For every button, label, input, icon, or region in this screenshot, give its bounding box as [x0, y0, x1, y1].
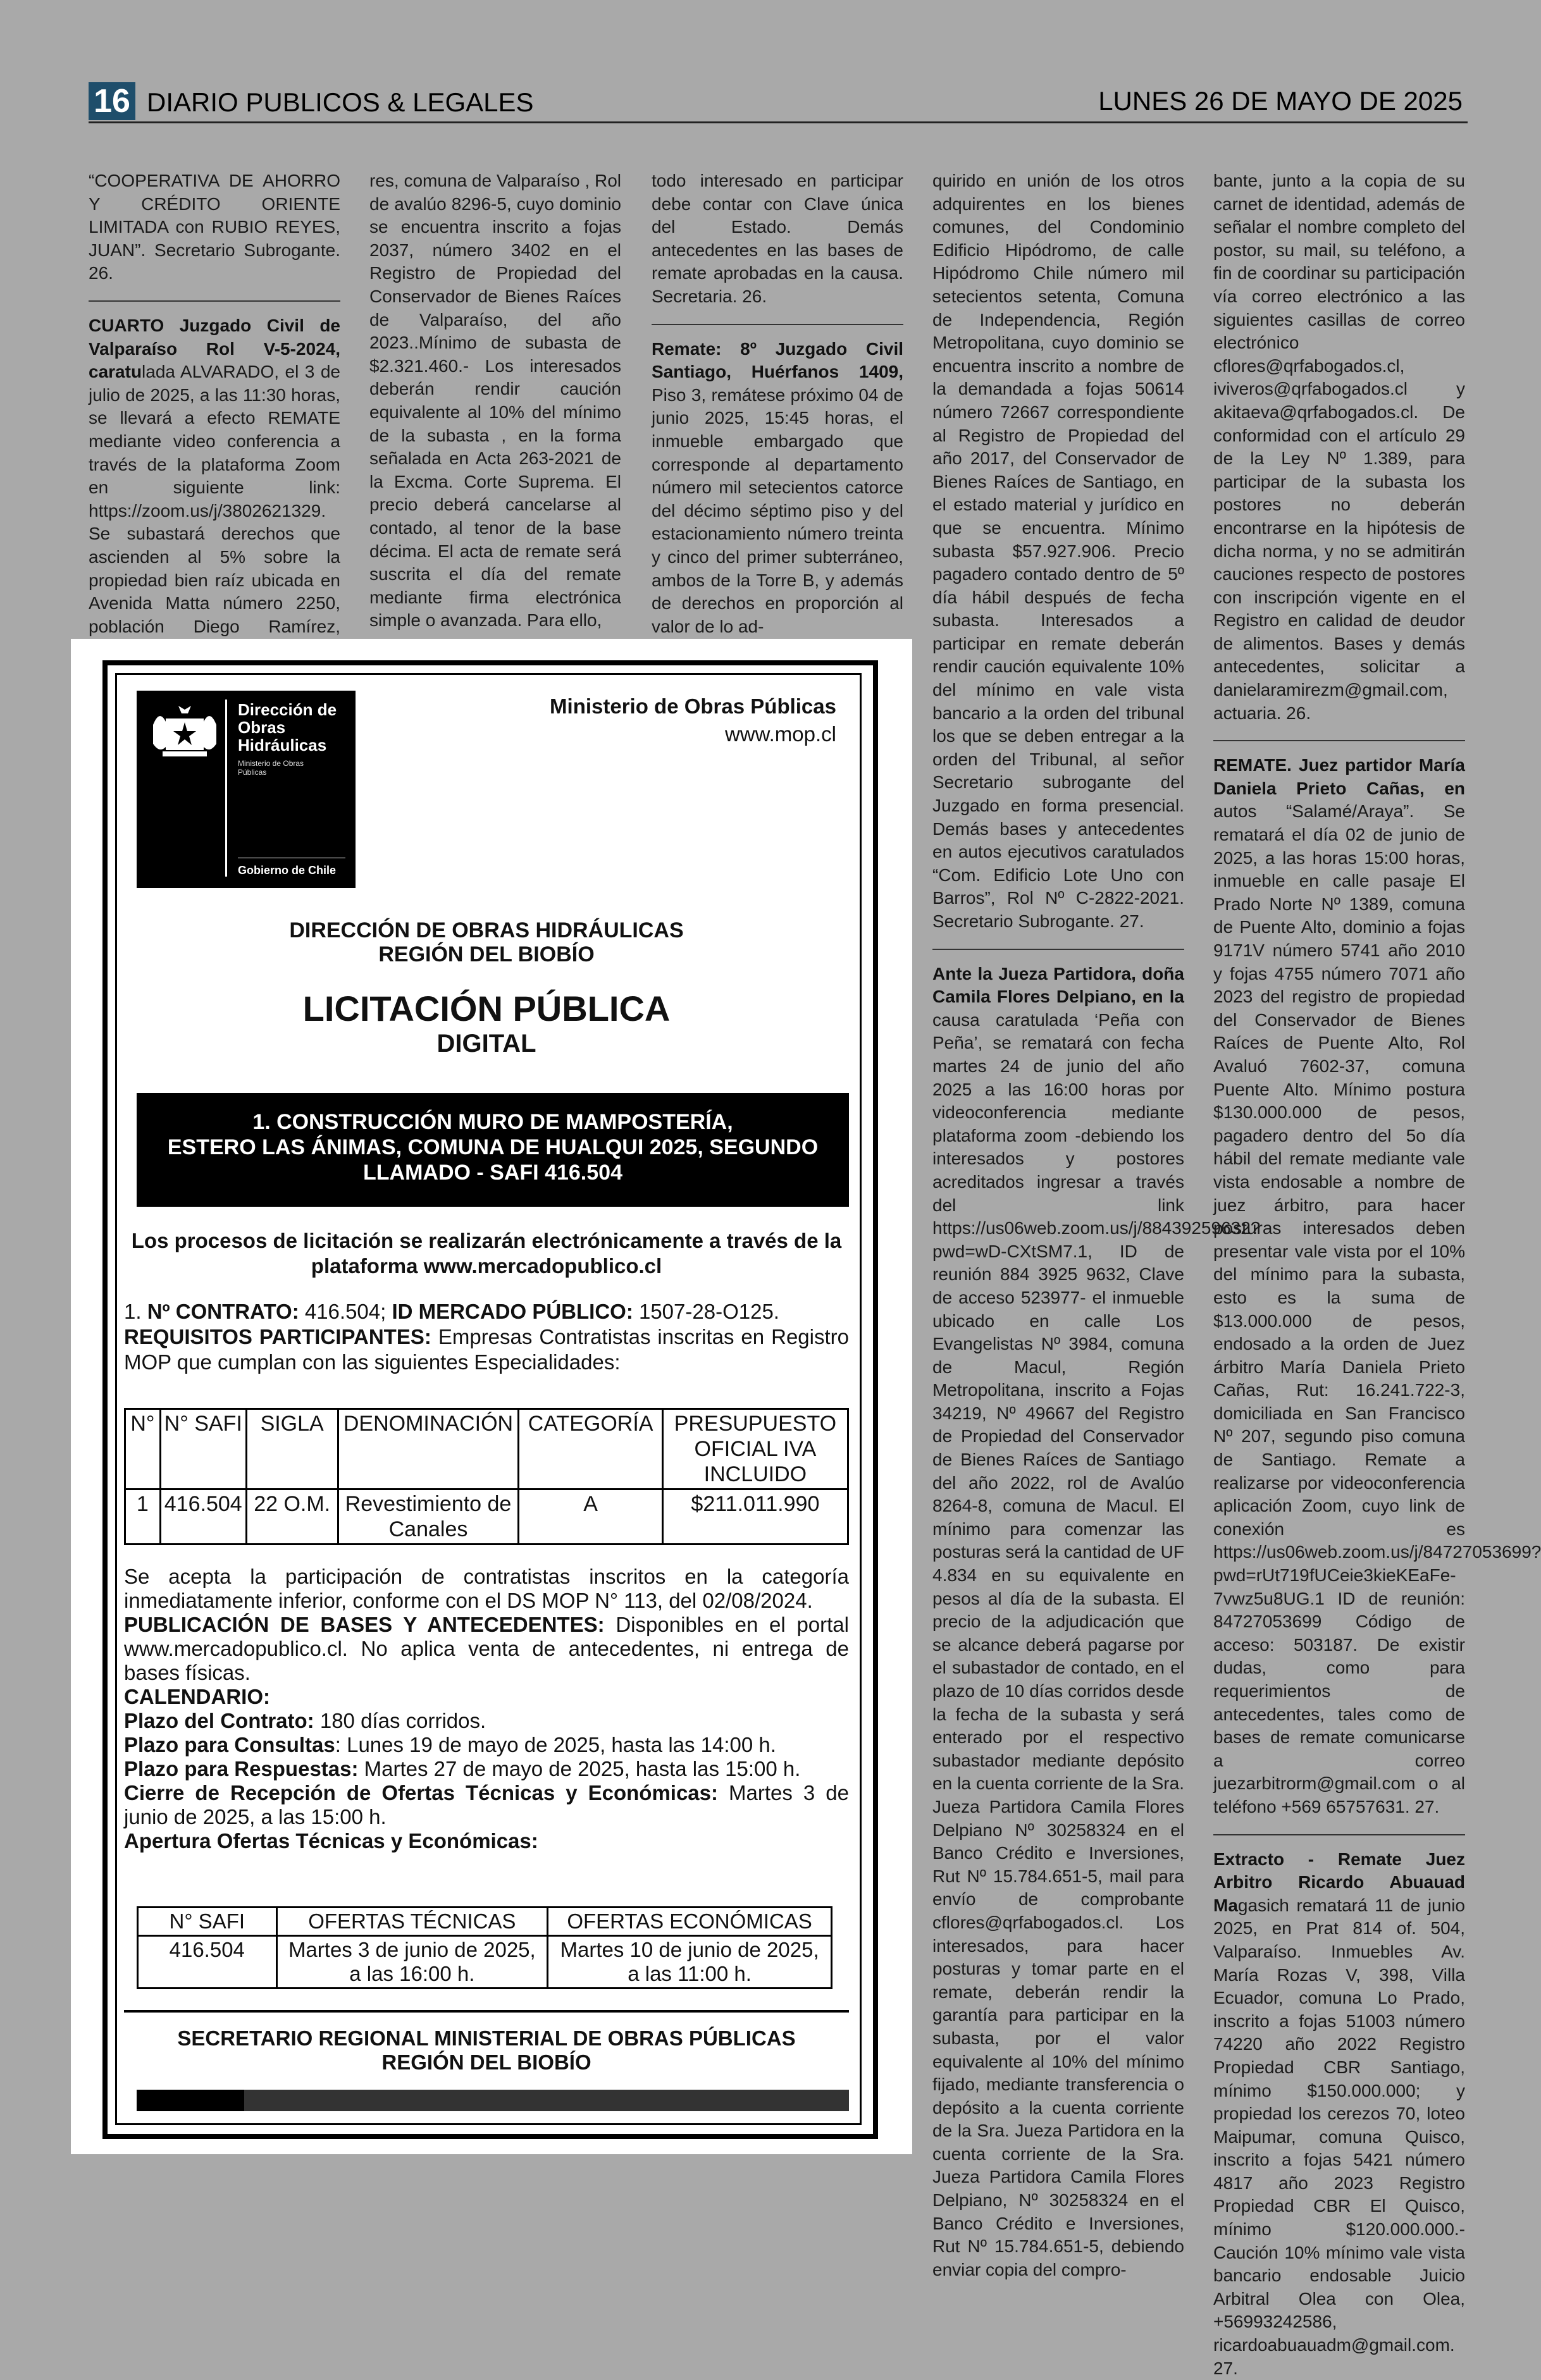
contract-prefix: 1.: [124, 1300, 147, 1323]
table-header: OFERTAS ECONÓMICAS: [548, 1908, 832, 1936]
plazo-consultas-value: : Lunes 19 de mayo de 2025, hasta las 14:00 h.: [335, 1733, 776, 1756]
notice-remate-juez-partidor: [1213, 754, 1541, 1818]
cierre-value: Martes 3 de junio de 2025, a las 15:00 h.: [124, 1781, 849, 1828]
table-header-row: [125, 1409, 848, 1489]
notice-heading: Extracto - Remate Juez Arbitro Ricardo Abuauad Ma: [1213, 1849, 1465, 1915]
page-header: [89, 82, 1468, 120]
mop-licitacion-ad: [71, 639, 912, 2154]
especialidades-table: [124, 1408, 849, 1545]
plazo-contrato-value: 180 días corridos.: [314, 1709, 486, 1732]
project-title-line: ESTERO LAS ÁNIMAS, COMUNA DE HUALQUI 2025, SEGUNDO: [167, 1135, 819, 1159]
table-cell: A: [519, 1489, 662, 1545]
column-5: [1213, 170, 1541, 2378]
notice-divider: [652, 324, 903, 325]
notice-text: gasich rematará 11 de junio 2025, en Prat 814 of. 504, Valparaíso. Inmuebles Av. María Rozas V, 398, Villa Ecuador, comuna Lo Prado, inscrito a fojas 51003 número 74220 año 2022 Registro Propiedad CBR Santiago, mínimo $150.000.000; y propiedad los cerezos 70, loteo Maipumar, comuna Quisco, inscrito a fojas 5421 número 4817 año 2023 Registro Propiedad CBR El Quisco, mínimo $120.000.000.- Caución 10% mínimo vale vista bancario endosable Juicio Arbitral Olea con Olea, +56993242586, ricardoabuauadm@gmail.com. 27.: [1213, 1895, 1465, 2378]
cierre-label: Cierre de Recepción de Ofertas Técnicas y Económicas:: [124, 1781, 719, 1804]
table-cell: Martes 10 de junio de 2025, a las 11:00 h.: [548, 1936, 832, 1988]
dho-logo: [137, 691, 356, 888]
table-row: [125, 1489, 848, 1545]
requisitos-value: Empresas Contratistas inscritas en Registro MOP que cumplan con las siguientes Especialidades:: [124, 1325, 849, 1374]
notice-divider: [932, 949, 1184, 950]
notice-heading: REMATE. Juez partidor María Daniela Prieto Cañas, en: [1213, 755, 1465, 798]
notice-heading: Remate: 8º Juzgado Civil Santiago, Huérfanos 1409,: [652, 338, 903, 382]
signature-rule: [124, 2010, 849, 2013]
table-header: SIGLA: [246, 1409, 338, 1489]
requisitos-label: REQUISITOS PARTICIPANTES:: [124, 1325, 431, 1348]
plazo-respuestas-label: Plazo para Respuestas:: [124, 1757, 359, 1780]
publication-date: LUNES 26 DE MAYO DE 2025: [1098, 86, 1463, 116]
logo-divider: [225, 700, 227, 877]
signature-region: REGIÓN DEL BIOBÍO: [381, 2050, 591, 2074]
table-row: [138, 1936, 832, 1988]
table-cell: Martes 3 de junio de 2025, a las 16:00 h.: [276, 1936, 548, 1988]
table-cell: $211.011.990: [662, 1489, 848, 1545]
project-title-band: [137, 1093, 849, 1207]
mercado-id-label: ID MERCADO PÚBLICO:: [392, 1300, 633, 1323]
plazo-respuestas: [124, 1757, 849, 1781]
footer-bar: [137, 2090, 244, 2111]
logo-subtitle: Ministerio de Obras Públicas: [238, 759, 304, 777]
notice-cuarto-juzgado: [89, 314, 340, 662]
table-header: N° SAFI: [138, 1908, 277, 1936]
procesos-notice: Los procesos de licitación se realizarán electrónicamente a través de la plataforma www.mercadopublico.cl: [131, 1229, 842, 1278]
ministry-name: Ministerio de Obras Públicas: [550, 694, 836, 718]
publicacion-bases: [124, 1613, 849, 1685]
table-header: N°: [125, 1409, 161, 1489]
notice-text: lada ALVARADO, el 3 de julio de 2025, a las 11:30 horas, se llevará a efecto REMATE mediante video conferencia a través de la plataforma Zoom en siguiente link: https://zoom.us/j/3802621329. Se subastará derechos que ascienden al 5% sobre la propiedad bien raíz ubicada en Avenida Matta número 2250, población Diego Ramírez,: [89, 362, 340, 636]
table-header: DENOMINACIÓN: [338, 1409, 519, 1489]
logo-title: Dirección de Obras Hidráulicas: [238, 700, 337, 755]
direccion-title: DIRECCIÓN DE OBRAS HIDRÁULICAS: [289, 918, 684, 942]
notice-divider: [1213, 740, 1465, 741]
signature-title: SECRETARIO REGIONAL MINISTERIAL DE OBRAS PÚBLICAS: [177, 2026, 796, 2050]
table-cell: 1: [125, 1489, 161, 1545]
notice-text: causa caratulada ‘Peña con Peña’, se rematará con fecha martes 24 de junio del año 2025 a las 16:00 horas por videoconferencia mediante plataforma zoom -debiendo los interesados y postores acreditados ingresar a través del link https://us06web.zoom.us/j/88439259632?pwd=wD-CXtSM7.1, ID de reunión 884 3925 9632, Clave de acceso 523977- el inmueble ubicado en calle Los Evangelistas Nº 3984, comuna de Macul, Región Metropolitana, inscrito a Fojas 34219, Nº 49667 del Registro de Propiedad del Conservador de Bienes Raíces de Santiago del año 2022, rol de Avalúo 8264-8, comuna de Macul. El mínimo para comenzar las posturas será la cantidad de UF 4.834 en su equivalente en pesos al día de la subasta. El precio de la adjudicación que se alcance deberá pagarse por el subastador de contado, en el plazo de 10 días corridos desde la fecha de la subasta y será enterado por el respectivo subastador mediante depósito en la cuenta corriente de la Sra. Jueza Partidora Camila Flores Delpiano Nº 30258324 en el Banco Crédito e Inversiones, Rut Nº 15.784.651-5, mail para envío de comprobante cflores@qrfabogados.cl. Los interesados, para hacer posturas y tomar parte en el remate, deberán rendir la garantía para participar en la subasta, por el valor equivalente al 10% del mínimo fijado, mediante transferencia o depósito a la cuenta corriente de la Sra. Jueza Partidora en la cuenta corriente de la Sra. Jueza Partidora Camila Flores Delpiano, Nº 30258324 en el Banco Crédito e Inversiones, Rut Nº 15.784.651-5, debiendo enviar copia del compro-: [932, 1009, 1261, 2279]
logo-gobierno: Gobierno de Chile: [238, 864, 337, 877]
notice-heading: Ante la Jueza Partidora, doña Camila Flores Delpiano, en la: [932, 963, 1184, 1007]
notice-divider: [1213, 1834, 1465, 1835]
chile-crest-icon: [147, 700, 223, 769]
table-header: OFERTAS TÉCNICAS: [276, 1908, 548, 1936]
publication-name: DIARIO PUBLICOS & LEGALES: [147, 87, 534, 117]
licitacion-title: LICITACIÓN PÚBLICA: [302, 989, 671, 1028]
table-header: PRESUPUESTO OFICIAL IVA INCLUIDO: [662, 1409, 848, 1489]
page-number: 16: [89, 82, 135, 120]
licitacion-details: [124, 1565, 849, 1853]
table-cell: 416.504: [160, 1489, 246, 1545]
mercado-id-value: 1507-28-O125.: [633, 1300, 779, 1323]
apertura-label: Apertura Ofertas Técnicas y Económicas:: [124, 1829, 538, 1853]
column-4: [932, 170, 1261, 2279]
table-header: N° SAFI: [160, 1409, 246, 1489]
digital-subtitle: DIGITAL: [436, 1030, 536, 1057]
project-title-line: LLAMADO - SAFI 416.504: [363, 1161, 622, 1185]
calendario-label: CALENDARIO:: [124, 1685, 270, 1708]
region-title: REGIÓN DEL BIOBÍO: [378, 942, 595, 966]
apertura-table: [137, 1906, 832, 1989]
notice-text: quirido en unión de los otros adquirentes en los bienes comunes, del Condominio Edificio Hipódromo, de calle Hipódromo Chile número mil setecientos setenta, Comuna de Independencia, Región Metropolitana, cuyo dominio se encuentra inscrito a nombre de la demandada a fojas 50614 número 72667 correspondiente al Registro de Propiedad del año 2017, del Conservador de Bienes Raíces de Santiago, en el estado material y jurídico en que se encuentra. Mínimo subasta $57.927.906. Precio pagadero contado dentro de 5º día hábil después de fecha subasta. Interesados a participar en remate deberán rendir caución equivalente 10% del mínimo en vale vista bancario a la orden del tribunal los que se deben entregar a la orden del Tribunal, al señor Secretario subrogante del Juzgado en forma presencial. Demás bases y antecedentes en autos ejecutivos caratulados “Com. Edificio Lote Uno con Barros”, Rol Nº C-2822-2021. Secretario Subrogante. 27.: [932, 171, 1184, 931]
notice-text: res, comuna de Valparaíso , Rol de avalúo 8296-5, cuyo dominio se encuentra inscrito a fojas 2037, número 3402 en el Registro de Propiedad del Conservador de Bienes Raíces de Valparaíso, del año 2023..Mínimo de subasta de $2.321.460.- Los interesados deberán rendir caución equivalente al 10% del mínimo de la subasta , en la forma señalada en Acta 263-2021 de la Excma. Corte Suprema. El precio deberá cancelarse al contado, al tenor de la base décima. El acta de remate será suscrita el día del remate mediante firma electrónica simple o avanzada. Para ello,: [369, 171, 621, 631]
table-cell: 22 O.M.: [246, 1489, 338, 1545]
table-cell: Revestimiento de Canales: [338, 1489, 519, 1545]
cierre-recepcion: [124, 1781, 849, 1829]
publicacion-value: Disponibles en el portal www.mercadopublico.cl. No aplica venta de antecedentes, ni entrega de bases físicas.: [124, 1613, 849, 1684]
header-rule: [89, 121, 1468, 123]
notice-extracto-remate: [1213, 1848, 1465, 2380]
acepta-text: Se acepta la participación de contratistas inscritos en la categoría inmediatamente inferior, conforme con el DS MOP N° 113, del 02/08/2024.: [124, 1565, 849, 1612]
plazo-consultas-label: Plazo para Consultas: [124, 1733, 335, 1756]
contract-value: 416.504;: [299, 1300, 392, 1323]
plazo-contrato-label: Plazo del Contrato:: [124, 1709, 314, 1732]
footer-bar: [244, 2090, 849, 2111]
ministry-url: www.mop.cl: [724, 722, 836, 746]
notice-text: todo interesado en participar debe contar con Clave única del Estado. Demás antecedentes en las bases de remate aprobadas en la causa. Secretaria. 26.: [652, 171, 903, 306]
column-1: [89, 170, 340, 636]
publicacion-label: PUBLICACIÓN DE BASES Y ANTECEDENTES:: [124, 1613, 605, 1636]
table-header: CATEGORÍA: [519, 1409, 662, 1489]
column-3: [652, 170, 903, 636]
notice-text: bante, junto a la copia de su carnet de identidad, además de señalar el nombre completo del postor, su mail, su teléfono, a fin de coordinar su participación vía correo electrónico a las siguientes casillas de correo electrónico cflores@qrfabogados.cl, iviveros@qrfabogados.cl y akitaeva@qrfabogados.cl. De conformidad con el artículo 29 de la Ley Nº 1.389, para participar de la subasta los postores no deberán encontrarse en la hipótesis de dicha norma, y no se admitirán cauciones respecto de postores con inscripción vigente en el Registro en calidad de deudor de alimentos. Bases y demás antecedentes, solicitar a danielaramirezm@gmail.com, actuaria. 26.: [1213, 171, 1465, 723]
project-title-line: 1. CONSTRUCCIÓN MURO DE MAMPOSTERÍA,: [252, 1110, 733, 1134]
column-2: [369, 170, 621, 631]
plazo-consultas: [124, 1733, 849, 1757]
plazo-respuestas-value: Martes 27 de mayo de 2025, hasta las 15:00 h.: [358, 1757, 801, 1780]
notice-text: autos “Salamé/Araya”. Se rematará el día 02 de junio de 2025, a las horas 15:00 horas, inmueble en calle pasaje El Prado Norte Nº 1389, comuna de Puente Alto, dominio a fojas 9171V número 5741 año 2010 y fojas 4755 número 7071 año 2023 del registro de propiedad del Conservador de Bienes Raíces de Puente Alto, Rol Avaluó 7602-37, comuna Puente Alto. Mínimo postura $130.000.000 de pesos, pagadero dentro del 5o día hábil del remate mediante vale vista endosable a nombre de juez árbitro, para hacer posturas interesados deben presentar vale vista por el 10% del mínimo para la subasta, esto es la suma de $13.000.000 de pesos, endosado a la orden de Juez árbitro María Daniela Prieto Cañas, Rut: 16.241.722-3, domiciliada en San Francisco Nº 207, segundo piso comuna de Santiago. Remate a realizarse por videoconferencia aplicación Zoom, cuyo link de conexión es https://us06web.zoom.us/j/84727053699?pwd=rUt719fUCeie3kieKEaFe-7vwz5u8UG.1 ID de reunión: 84727053699 Código de acceso: 503187. De existir dudas, como para requerimientos de antecedentes, tales como de bases de remate comunicarse a correo juezarbitrorm@gmail.com o al teléfono +569 65757631. 27.: [1213, 801, 1541, 1816]
contract-info: [124, 1299, 849, 1375]
notice-text: “COOPERATIVA DE AHORRO Y CRÉDITO ORIENTE LIMITADA con RUBIO REYES, JUAN”. Secretario Subrogante. 26.: [89, 171, 340, 283]
table-cell: 416.504: [138, 1936, 277, 1988]
notice-divider: [89, 300, 340, 302]
ad-content: [124, 682, 849, 2115]
notice-remate-8-juzgado: [652, 338, 903, 639]
table-header-row: [138, 1908, 832, 1936]
notice-heading: CUARTO Juzgado Civil de Valparaíso Rol V-5-2024, caratu: [89, 315, 340, 382]
contract-label: Nº CONTRATO:: [147, 1300, 299, 1323]
calendario-heading: [124, 1685, 849, 1709]
apertura-ofertas: [124, 1829, 849, 1853]
notice-jueza-partidora: [932, 963, 1261, 2282]
plazo-contrato: [124, 1709, 849, 1733]
notice-text: Piso 3, remátese próximo 04 de junio 2025, 15:45 horas, el inmueble embargado que corresponde al departamento número mil setecientos catorce del décimo séptimo piso y del estacionamiento número treinta y cinco del primer subterráneo, ambos de la Torre B, y además de derechos en proporción al valor de lo ad-: [652, 385, 903, 636]
